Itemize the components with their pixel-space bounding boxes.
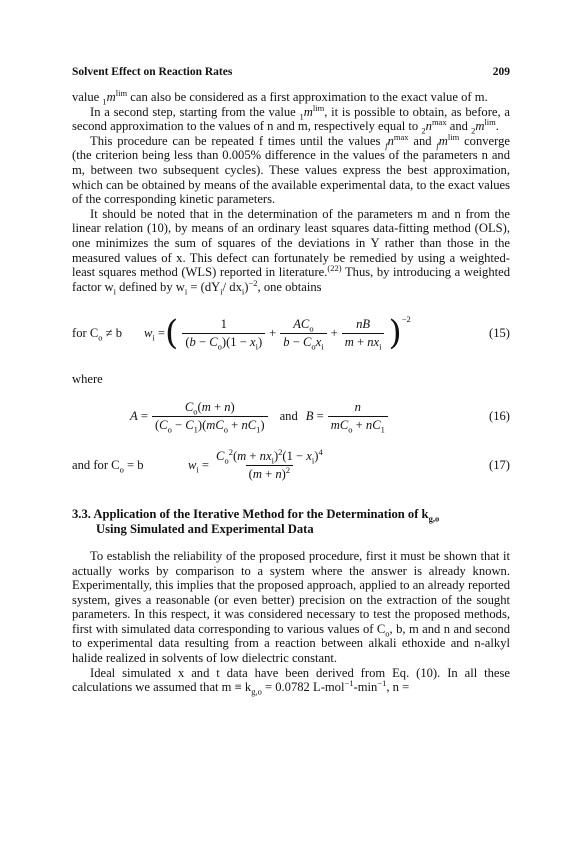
paragraph-5: To establish the reliability of the proposed procedure, first it must be shown that it actually works by comparison to a system where the answer is already known. Experimentally, this implies that the proposed approach, applied to an already reported system, gives a reasonable (or even better) precision on the extraction of the sought parameters. In this respect, it was considered necessary to test the proposed methods, first with simulated data corresponding to various values of $C_o$, b, m and n and second to experimental data resulting from a reaction between alkali ethoxide and n-alkyl halide realized in solvents of low dielectric constant. bbox=[72, 548, 511, 666]
section-heading: 3.3. Application of the Iterative Method for the Determination of $k_{g,o}$ Using Simulated and Experimental Data bbox=[72, 506, 440, 536]
paragraph-1: value $_1m^{lim}$ can also be considered as a first approximation to the exact value of m. bbox=[72, 87, 488, 107]
eq16-label: (16) bbox=[489, 409, 510, 424]
page-number: 209 bbox=[492, 66, 510, 78]
where-label: where bbox=[72, 372, 103, 387]
equation-17: and for $C_o = b$ $w_i$ = $\frac{C_o^2(m + nx_i)^2(1 - x_i)^4}{(m + n)^2}$ (17) bbox=[72, 447, 510, 482]
eq15-label: (15) bbox=[489, 325, 510, 340]
running-header bbox=[72, 66, 510, 78]
paragraph-6: Ideal simulated x and t data have been derived from Eq. (10). In all these calculations we assumed that $m \equiv k_{g,o} = 0.0782$ $L-mol^{-1}-\min^{-1}$, n = bbox=[72, 665, 510, 697]
eq17-label: (17) bbox=[489, 458, 510, 473]
paragraph-2: In a second step, starting from the value $_1m^{lim}$, it is possible to obtain, as before, a second approximation to the values of n and m, respectively equal to $_2n^{max}$ and $_2m^{lim}$. bbox=[72, 102, 510, 136]
equation-16: A = $\frac{C_o(m + n)}{(C_o - C_1)(mC_o + nC_1)}$ and B = $\frac{n}{mC_o + nC_1}$ (16) bbox=[130, 400, 510, 435]
paragraph-4: It should be noted that in the determination of the parameters m and n from the linear relation (10), by means of an ordinary least squares data-fitting method (OLS), one minimizes the sum of squares of the deviations in Y rather than those in the measured values of x. This defect can fortunately be remedied by using a weighted-least squares method (WLS) reported in literature.$^{(22)}$ Thus, by introducing a weighted factor $w_i$ defined by $w_i = (dY_i/$ $dx_i)^{-2}$, one obtains bbox=[72, 206, 511, 297]
running-title: Solvent Effect on Reaction Rates bbox=[72, 66, 233, 78]
equation-15: for $C_o \ne b$ $w_i$ = ( $\frac{1}{(b - C_o)(1 - x_i)}$ + $\frac{AC_o}{b - C_ox_i}$ + $\frac{nB}{m + nx_i}$ ) $^{-2}$ (15) bbox=[72, 313, 510, 354]
paragraph-3: This procedure can be repeated f times until the values $_fn^{max}$ and $_fm^{lim}$ converge (the criterion being less than 0.005% difference in the values of the parameters n and m, between two subsequent cycles). These values express the best approximation, which can be obtained by means of the available experimental data, to the exact values of the corresponding kinetic parameters. bbox=[72, 131, 510, 207]
page bbox=[72, 66, 510, 695]
